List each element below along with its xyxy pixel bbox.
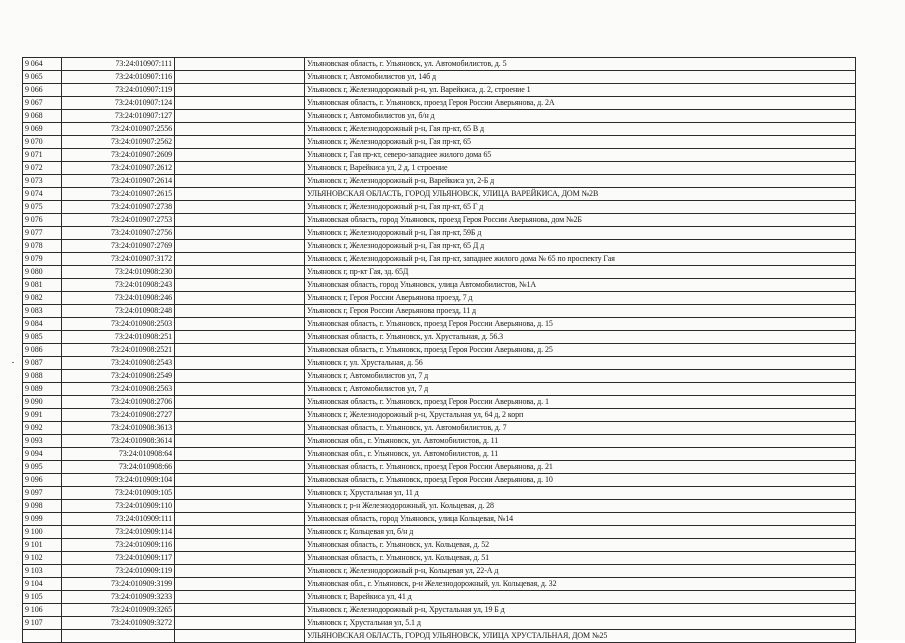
row-number: 9 078 — [23, 240, 62, 253]
address: Ульяновская область, г. Ульяновск, ул. Хрустальная, д. 56.3 — [305, 331, 856, 344]
table-row — [23, 214, 856, 227]
row-number: 9 093 — [23, 435, 62, 448]
cadastral-number: 73:24:010908:2563 — [62, 383, 175, 396]
row-number: 9 071 — [23, 149, 62, 162]
table-row — [23, 201, 856, 214]
row-number: 9 098 — [23, 500, 62, 513]
table-row — [23, 500, 856, 513]
row-number: 9 074 — [23, 188, 62, 201]
row-number — [23, 630, 62, 643]
address: Ульяновск г, Железнодорожный р-н, ул. Варейкиса, д. 2, строение 1 — [305, 84, 856, 97]
table-row — [23, 266, 856, 279]
table-row — [23, 578, 856, 591]
empty-cell — [175, 448, 305, 461]
table-row — [23, 461, 856, 474]
empty-cell — [175, 123, 305, 136]
address: Ульяновск г, Железнодорожный р-н, Гая пр-кт, 65 — [305, 136, 856, 149]
table-row — [23, 422, 856, 435]
row-number: 9 096 — [23, 474, 62, 487]
empty-cell — [175, 292, 305, 305]
address: УЛЬЯНОВСКАЯ ОБЛАСТЬ, ГОРОД УЛЬЯНОВСК, УЛИЦА ВАРЕЙКИСА, ДОМ №2В — [305, 188, 856, 201]
row-number: 9 068 — [23, 110, 62, 123]
row-number: 9 076 — [23, 214, 62, 227]
row-number: 9 077 — [23, 227, 62, 240]
cadastral-number: 73:24:010907:119 — [62, 84, 175, 97]
cadastral-number: 73:24:010908:66 — [62, 461, 175, 474]
address: Ульяновск г, Железнодорожный р-н, Гая пр-кт, западнее жилого дома № 65 по проспекту Гая — [305, 253, 856, 266]
cadastral-number: 73:24:010909:116 — [62, 539, 175, 552]
row-number: 9 105 — [23, 591, 62, 604]
cadastral-number: 73:24:010908:243 — [62, 279, 175, 292]
cadastral-number: 73:24:010908:2706 — [62, 396, 175, 409]
address: Ульяновск г, ул. Хрустальная, д. 56 — [305, 357, 856, 370]
table-row — [23, 149, 856, 162]
row-number: 9 070 — [23, 136, 62, 149]
address: Ульяновск г, Варейкиса ул, 41 д — [305, 591, 856, 604]
cadastral-number: 73:24:010908:2549 — [62, 370, 175, 383]
address: Ульяновск г, Хрустальная ул, 11 д — [305, 487, 856, 500]
cadastral-number: 73:24:010907:111 — [62, 58, 175, 71]
cadastral-number: 73:24:010908:246 — [62, 292, 175, 305]
row-number: 9 084 — [23, 318, 62, 331]
cadastral-number: 73:24:010908:2727 — [62, 409, 175, 422]
row-number: 9 089 — [23, 383, 62, 396]
address: Ульяновск г, Железнодорожный р-н, Гая пр-кт, 65 В д — [305, 123, 856, 136]
cadastral-number: 73:24:010909:104 — [62, 474, 175, 487]
empty-cell — [175, 227, 305, 240]
table-row — [23, 279, 856, 292]
row-number: 9 101 — [23, 539, 62, 552]
register-table — [22, 57, 856, 643]
row-number: 9 069 — [23, 123, 62, 136]
empty-cell — [175, 422, 305, 435]
row-number: 9 085 — [23, 331, 62, 344]
empty-cell — [175, 318, 305, 331]
address: Ульяновская обл., г. Ульяновск, ул. Автомобилистов, д. 11 — [305, 448, 856, 461]
empty-cell — [175, 331, 305, 344]
cadastral-number: 73:24:010908:3614 — [62, 435, 175, 448]
cadastral-number: 73:24:010908:2521 — [62, 344, 175, 357]
address: Ульяновск г, Железнодорожный р-н, Гая пр-кт, 65 Д д — [305, 240, 856, 253]
address: Ульяновск г, Автомобилистов ул, 7 д — [305, 383, 856, 396]
address: Ульяновск г, пр-кт Гая, зд. 65Д — [305, 266, 856, 279]
table-row — [23, 188, 856, 201]
cadastral-number: 73:24:010907:3172 — [62, 253, 175, 266]
row-number: 9 066 — [23, 84, 62, 97]
empty-cell — [175, 240, 305, 253]
table-row — [23, 71, 856, 84]
table-row — [23, 487, 856, 500]
address: Ульяновск г, Железнодорожный р-н, Гая пр-кт, 65 Г д — [305, 201, 856, 214]
row-number: 9 079 — [23, 253, 62, 266]
empty-cell — [175, 266, 305, 279]
cadastral-number: 73:24:010909:105 — [62, 487, 175, 500]
row-number: 9 091 — [23, 409, 62, 422]
cadastral-number: 73:24:010909:3233 — [62, 591, 175, 604]
cadastral-number: 73:24:010908:251 — [62, 331, 175, 344]
table-row — [23, 552, 856, 565]
table-row — [23, 617, 856, 630]
cadastral-number: 73:24:010907:2612 — [62, 162, 175, 175]
row-number: 9 099 — [23, 513, 62, 526]
table-row — [23, 370, 856, 383]
empty-cell — [175, 396, 305, 409]
row-number: 9 106 — [23, 604, 62, 617]
table-row — [23, 448, 856, 461]
address: Ульяновская область, г. Ульяновск, проезд Героя России Аверьянова, д. 1 — [305, 396, 856, 409]
table-row — [23, 240, 856, 253]
address: Ульяновск г, Героя России Аверьянова проезд, 11 д — [305, 305, 856, 318]
row-number: 9 094 — [23, 448, 62, 461]
address: Ульяновск г, Автомобилистов ул, 7 д — [305, 370, 856, 383]
row-number: 9 097 — [23, 487, 62, 500]
empty-cell — [175, 383, 305, 396]
address: Ульяновск г, Железнодорожный р-н, Хрустальная ул, 64 д, 2 корп — [305, 409, 856, 422]
cadastral-number: 73:24:010907:2615 — [62, 188, 175, 201]
table-row — [23, 344, 856, 357]
cadastral-number: 73:24:010908:248 — [62, 305, 175, 318]
address: Ульяновская область, г. Ульяновск, проезд Героя России Аверьянова, д. 21 — [305, 461, 856, 474]
empty-cell — [175, 604, 305, 617]
empty-cell — [175, 461, 305, 474]
empty-cell — [175, 487, 305, 500]
cadastral-number: 73:24:010907:2609 — [62, 149, 175, 162]
address: Ульяновск г, Железнодорожный р-н, Кольцевая ул, 22-А д — [305, 565, 856, 578]
row-number: 9 107 — [23, 617, 62, 630]
cadastral-number: 73:24:010909:3272 — [62, 617, 175, 630]
table-row — [23, 331, 856, 344]
scan-speck — [12, 362, 14, 363]
row-number: 9 103 — [23, 565, 62, 578]
table-row — [23, 565, 856, 578]
address: Ульяновская область, г. Ульяновск, ул. Кольцевая, д. 52 — [305, 539, 856, 552]
address: Ульяновская область, город Ульяновск, проезд Героя России Аверьянова, дом №2Б — [305, 214, 856, 227]
register-table-body — [23, 58, 856, 643]
address: Ульяновская область, г. Ульяновск, ул. Автомобилистов, д. 7 — [305, 422, 856, 435]
cadastral-number: 73:24:010907:124 — [62, 97, 175, 110]
table-row — [23, 513, 856, 526]
row-number: 9 072 — [23, 162, 62, 175]
address: Ульяновская область, г. Ульяновск, проезд Героя России Аверьянова, д. 15 — [305, 318, 856, 331]
row-number: 9 081 — [23, 279, 62, 292]
address: Ульяновск г, Автомобилистов ул, б/н д — [305, 110, 856, 123]
cadastral-number: 73:24:010908:3613 — [62, 422, 175, 435]
address: Ульяновск г, Хрустальная ул, 5.1 д — [305, 617, 856, 630]
cadastral-number — [62, 630, 175, 643]
row-number: 9 092 — [23, 422, 62, 435]
address: Ульяновская обл., г. Ульяновск, р-н Железнодорожный, ул. Кольцевая, д. 32 — [305, 578, 856, 591]
empty-cell — [175, 188, 305, 201]
row-number: 9 100 — [23, 526, 62, 539]
row-number: 9 102 — [23, 552, 62, 565]
empty-cell — [175, 630, 305, 643]
table-row — [23, 357, 856, 370]
table-row — [23, 305, 856, 318]
empty-cell — [175, 591, 305, 604]
table-row — [23, 162, 856, 175]
table-row — [23, 175, 856, 188]
table-row — [23, 136, 856, 149]
table-row — [23, 474, 856, 487]
empty-cell — [175, 617, 305, 630]
address: Ульяновск г, Железнодорожный р-н, Хрустальная ул, 19 Б д — [305, 604, 856, 617]
table-row — [23, 58, 856, 71]
empty-cell — [175, 279, 305, 292]
table-row — [23, 292, 856, 305]
cadastral-number: 73:24:010907:2738 — [62, 201, 175, 214]
row-number: 9 087 — [23, 357, 62, 370]
address: Ульяновск г, Варейкиса ул, 2 д, 1 строение — [305, 162, 856, 175]
table-row — [23, 526, 856, 539]
row-number: 9 086 — [23, 344, 62, 357]
empty-cell — [175, 474, 305, 487]
cadastral-number: 73:24:010909:110 — [62, 500, 175, 513]
empty-cell — [175, 97, 305, 110]
row-number: 9 064 — [23, 58, 62, 71]
address: Ульяновск г, Автомобилистов ул, 14б д — [305, 71, 856, 84]
address: Ульяновская обл., г. Ульяновск, ул. Автомобилистов, д. 11 — [305, 435, 856, 448]
address: Ульяновская область, город Ульяновск, улица Кольцевая, №14 — [305, 513, 856, 526]
row-number: 9 067 — [23, 97, 62, 110]
row-number: 9 104 — [23, 578, 62, 591]
empty-cell — [175, 253, 305, 266]
address: Ульяновск г, Железнодорожный р-н, Варейкиса ул, 2-Б д — [305, 175, 856, 188]
address: Ульяновская область, г. Ульяновск, ул. Автомобилистов, д. 5 — [305, 58, 856, 71]
address: Ульяновская область, г. Ульяновск, ул. Кольцевая, д. 51 — [305, 552, 856, 565]
cadastral-number: 73:24:010908:2503 — [62, 318, 175, 331]
cadastral-number: 73:24:010907:2556 — [62, 123, 175, 136]
table-row — [23, 383, 856, 396]
empty-cell — [175, 435, 305, 448]
cadastral-number: 73:24:010907:2756 — [62, 227, 175, 240]
address: УЛЬЯНОВСКАЯ ОБЛАСТЬ, ГОРОД УЛЬЯНОВСК, УЛИЦА ХРУСТАЛЬНАЯ, ДОМ №25 — [305, 630, 856, 643]
cadastral-number: 73:24:010908:230 — [62, 266, 175, 279]
row-number: 9 080 — [23, 266, 62, 279]
address: Ульяновск г, Героя России Аверьянова проезд, 7 д — [305, 292, 856, 305]
table-row — [23, 539, 856, 552]
empty-cell — [175, 539, 305, 552]
table-row — [23, 123, 856, 136]
empty-cell — [175, 58, 305, 71]
cadastral-number: 73:24:010909:3199 — [62, 578, 175, 591]
cadastral-number: 73:24:010908:2543 — [62, 357, 175, 370]
table-row — [23, 396, 856, 409]
row-number: 9 075 — [23, 201, 62, 214]
row-number: 9 065 — [23, 71, 62, 84]
row-number: 9 082 — [23, 292, 62, 305]
address: Ульяновская область, город Ульяновск, улица Автомобилистов, №1А — [305, 279, 856, 292]
row-number: 9 073 — [23, 175, 62, 188]
address: Ульяновск г, Железнодорожный р-н, Гая пр-кт, 59Б д — [305, 227, 856, 240]
empty-cell — [175, 552, 305, 565]
table-row — [23, 227, 856, 240]
empty-cell — [175, 214, 305, 227]
empty-cell — [175, 149, 305, 162]
cadastral-number: 73:24:010909:117 — [62, 552, 175, 565]
empty-cell — [175, 513, 305, 526]
table-row — [23, 97, 856, 110]
empty-cell — [175, 500, 305, 513]
cadastral-number: 73:24:010909:111 — [62, 513, 175, 526]
table-row — [23, 253, 856, 266]
empty-cell — [175, 409, 305, 422]
empty-cell — [175, 175, 305, 188]
empty-cell — [175, 344, 305, 357]
cadastral-number: 73:24:010907:2753 — [62, 214, 175, 227]
cadastral-number: 73:24:010907:116 — [62, 71, 175, 84]
empty-cell — [175, 84, 305, 97]
table-row — [23, 409, 856, 422]
table-row — [23, 591, 856, 604]
empty-cell — [175, 110, 305, 123]
empty-cell — [175, 526, 305, 539]
table-row — [23, 110, 856, 123]
cadastral-number: 73:24:010909:3265 — [62, 604, 175, 617]
address: Ульяновская область, г. Ульяновск, проезд Героя России Аверьянова, д. 2А — [305, 97, 856, 110]
empty-cell — [175, 71, 305, 84]
table-row — [23, 84, 856, 97]
address: Ульяновск г, Кольцевая ул, б/н д — [305, 526, 856, 539]
table-row — [23, 435, 856, 448]
address: Ульяновская область, г. Ульяновск, проезд Героя России Аверьянова, д. 25 — [305, 344, 856, 357]
row-number: 9 090 — [23, 396, 62, 409]
cadastral-number: 73:24:010907:2562 — [62, 136, 175, 149]
cadastral-number: 73:24:010909:119 — [62, 565, 175, 578]
empty-cell — [175, 136, 305, 149]
table-row — [23, 630, 856, 643]
empty-cell — [175, 201, 305, 214]
empty-cell — [175, 305, 305, 318]
empty-cell — [175, 162, 305, 175]
empty-cell — [175, 370, 305, 383]
row-number: 9 095 — [23, 461, 62, 474]
table-row — [23, 318, 856, 331]
cadastral-number: 73:24:010909:114 — [62, 526, 175, 539]
address: Ульяновск г, Гая пр-кт, северо-западнее жилого дома 65 — [305, 149, 856, 162]
cadastral-number: 73:24:010908:64 — [62, 448, 175, 461]
row-number: 9 088 — [23, 370, 62, 383]
empty-cell — [175, 565, 305, 578]
cadastral-number: 73:24:010907:127 — [62, 110, 175, 123]
cadastral-number: 73:24:010907:2614 — [62, 175, 175, 188]
table-row — [23, 604, 856, 617]
address: Ульяновская область, г. Ульяновск, проезд Героя России Аверьянова, д. 10 — [305, 474, 856, 487]
cadastral-number: 73:24:010907:2769 — [62, 240, 175, 253]
empty-cell — [175, 357, 305, 370]
address: Ульяновск г, р-н Железнодорожный, ул. Кольцевая, д. 28 — [305, 500, 856, 513]
empty-cell — [175, 578, 305, 591]
row-number: 9 083 — [23, 305, 62, 318]
